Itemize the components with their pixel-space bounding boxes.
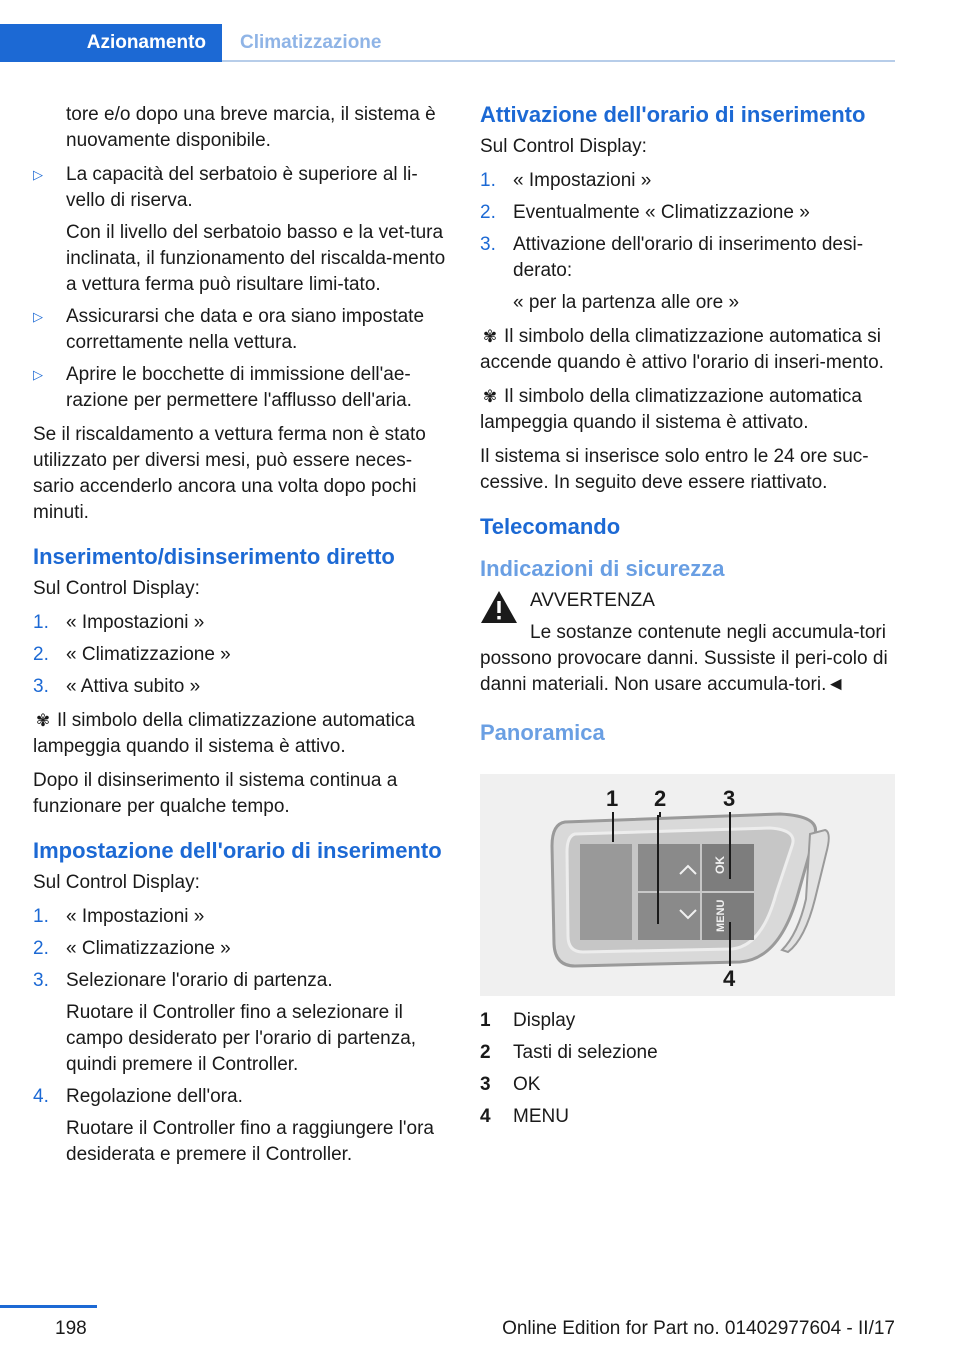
control-display-label: Sul Control Display:: [480, 136, 647, 157]
bullet-text: Aprire le bocchette di immissione dell'ae-razione per permettere l'afflusso dell'aria.: [66, 364, 412, 411]
key-menu-label: MENU: [715, 899, 727, 932]
time-steps: [33, 904, 448, 1168]
warning-triangle-icon: [480, 590, 518, 624]
heading-remote: Telecomando: [480, 514, 621, 539]
list-item: 3. « Attiva subito »: [33, 676, 201, 697]
symbol-note: ✾ Il simbolo della climatizzazione automatica si accende quando è attivo l'orario di inseri-mento.: [480, 326, 884, 373]
symbol-note: ✾ Il simbolo della climatizzazione automatica lampeggia quando il sistema è attivato.: [480, 386, 862, 433]
triangle-bullet-icon: ▷: [33, 167, 43, 182]
paragraph: Dopo il disinserimento il sistema continua a funzionare per qualche tempo.: [33, 770, 398, 817]
edition-note: Online Edition for Part no. 01402977604 - II/17: [502, 1318, 895, 1339]
left-column: [33, 102, 448, 1176]
list-item: 2. « Climatizzazione »: [33, 938, 231, 959]
direct-steps: [33, 610, 448, 700]
list-item: 1. « Impostazioni »: [33, 906, 205, 927]
remote-key-illustration: [480, 774, 895, 996]
continued-text: tore e/o dopo una breve marcia, il sistema è nuovamente disponibile.: [66, 104, 436, 151]
activate-steps: [480, 168, 895, 316]
bullet-list: [33, 162, 448, 414]
page-number: 198: [55, 1318, 87, 1339]
bullet-subtext: Con il livello del serbatoio basso e la vet-tura inclinata, il funzionamento del riscalda-mento a vettura ferma può risultare limi-tato.: [66, 222, 446, 295]
key-ok-label: OK: [713, 856, 727, 874]
list-item: 1. « Impostazioni »: [33, 612, 205, 633]
bullet-text: La capacità del serbatoio è superiore al li-vello di riserva.: [66, 164, 418, 211]
heading-activate: Attivazione dell'orario di inserimento: [480, 102, 866, 127]
warning-text: Le sostanze contenute negli accumula-tori possono provocare danni. Sussiste il peri-colo di danni materiali. Non usare accumula-tori.◄: [480, 622, 888, 695]
heading-time: Impostazione dell'orario di inserimento: [33, 838, 442, 863]
legend-item: 1 Display: [480, 1010, 576, 1031]
legend-item: 2 Tasti di selezione: [480, 1042, 658, 1063]
control-display-label: Sul Control Display:: [33, 872, 200, 893]
callout-3: 3: [723, 786, 736, 811]
fan-icon: ✾: [482, 387, 498, 406]
legend-item: 3 OK: [480, 1074, 541, 1095]
list-item: 3. Selezionare l'orario di partenza. Ruotare il Controller fino a selezionare il campo desiderato per l'orario di partenza, quindi premere il Controller.: [33, 970, 417, 1075]
callout-1: 1: [606, 786, 619, 811]
paragraph: Il sistema si inserisce solo entro le 24 ore suc-cessive. In seguito deve essere riattivato.: [480, 446, 869, 493]
header-rule: [222, 60, 895, 62]
paragraph: Se il riscaldamento a vettura ferma non è stato utilizzato per diversi mesi, può essere neces-sario accenderlo ancora una volta dopo pochi minuti.: [33, 424, 426, 523]
subsection-tab: Climatizzazione: [240, 32, 382, 53]
list-item: [33, 362, 448, 414]
control-display-label: Sul Control Display:: [33, 578, 200, 599]
warning-block: [480, 588, 895, 614]
fan-icon: ✾: [482, 327, 498, 346]
callout-2: 2: [654, 786, 667, 811]
heading-overview: Panoramica: [480, 720, 605, 745]
warning-title: AVVERTENZA: [530, 590, 655, 611]
remote-key-figure: [480, 774, 895, 996]
triangle-bullet-icon: ▷: [33, 309, 43, 324]
triangle-bullet-icon: ▷: [33, 367, 43, 382]
footer-rule: [0, 1305, 97, 1308]
fan-icon: ✾: [35, 711, 51, 730]
list-item: [33, 162, 448, 298]
callout-4: 4: [723, 966, 736, 991]
list-item: 4. Regolazione dell'ora. Ruotare il Controller fino a raggiungere l'ora desiderata e premere il Controller.: [33, 1086, 434, 1165]
symbol-note: ✾ Il simbolo della climatizzazione automatica lampeggia quando il sistema è attivo.: [33, 710, 415, 757]
figure-legend: [480, 1008, 895, 1130]
list-item: 1. « Impostazioni »: [480, 170, 652, 191]
heading-safety: Indicazioni di sicurezza: [480, 556, 725, 581]
heading-direct: Inserimento/disinserimento diretto: [33, 544, 395, 569]
list-item: 3. Attivazione dell'orario di inserimento desi-derato: « per la partenza alle ore »: [480, 234, 864, 313]
bullet-text: Assicurarsi che data e ora siano impostate correttamente nella vettura.: [66, 306, 425, 353]
legend-item: 4 MENU: [480, 1106, 569, 1127]
list-item: 2. « Climatizzazione »: [33, 644, 231, 665]
list-item: [33, 304, 448, 356]
list-item: 2. Eventualmente « Climatizzazione »: [480, 202, 810, 223]
page-header: [0, 24, 895, 62]
section-tab: Azionamento: [0, 24, 222, 62]
right-column: [480, 102, 895, 1138]
